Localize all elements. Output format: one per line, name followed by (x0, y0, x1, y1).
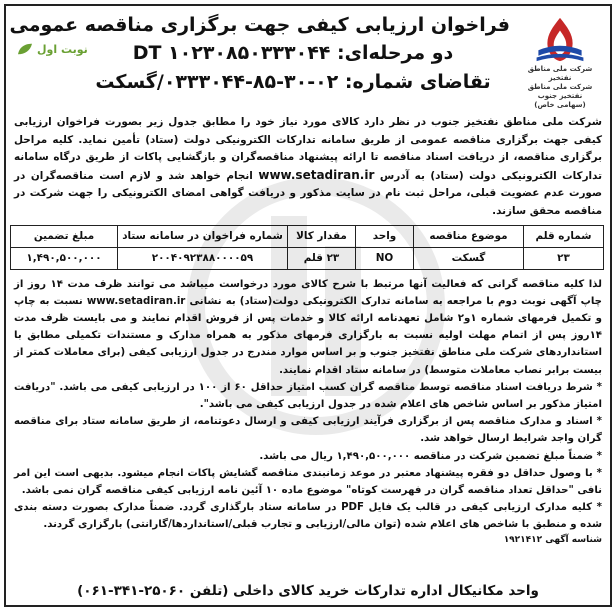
header-guarantee: مبلغ تضمین (11, 225, 118, 247)
intro-paragraph (6, 114, 610, 221)
cell-unit: NO (356, 247, 414, 269)
cell-quantity: ۲۳ قلم (288, 247, 356, 269)
table-row (11, 247, 604, 269)
logo-caption-3: (سهامی خاص) (534, 101, 586, 109)
header-call-number: شماره فراخوان در سامانه ستاد (118, 225, 288, 247)
footer-contact: واحد مکانیکال اداره تدارکات خرید کالای داخلی (تلفن ۲۵۰۶۰-۳۴۱-۰۶۱) (77, 583, 539, 599)
title-line-2: دو مرحله‌ای: DT ۱۰۲۳۰۸۵۰۳۳۳۰۴۴ (132, 42, 454, 64)
header-item-number: شماره قلم (524, 225, 604, 247)
website-link[interactable]: www.setadiran.ir (258, 167, 375, 182)
logo-caption-1: شرکت ملی مناطق نفتخیز (527, 65, 593, 82)
logo-caption-2: شرکت ملی مناطق نفتخیز جنوب (527, 83, 593, 100)
header (6, 6, 610, 114)
ad-number: شناسه آگهی ۱۹۲۱۴۱۲ (503, 534, 602, 545)
cell-call-number: ۲۰۰۴۰۹۲۳۸۸۰۰۰۰۵۹ (118, 247, 288, 269)
note-paragraph: * اسناد و مدارک مناقصه پس از برگزاری فرآیند ارزیابی کیفی و ارسال دعوتنامه، از طریق سامانه ستاد برای مناقصه گران واجد شرایط ارسال خواهد شد. (14, 416, 602, 445)
note-paragraph: * کلیه مدارک ارزیابی کیفی در قالب یک فایل PDF در سامانه ستاد بارگذاری گردد. ضمناً مدارک بصورت دسته بندی شده و منطبق با شاخص های اعلام شده (توان مالی/ارزیابی و تجارب قبلی/استانداردها/گارانتی) بارگزاری گردند. (14, 502, 603, 531)
intro-text-2: انجام خواهد شد و لازم است مناقصه‌گران در صورت عدم عضویت قبلی، مراحل ثبت نام در سایت مذکور و دریافت گواهی امضای الکترونیکی را جهت شرکت در مناقصه محقق سازند. (14, 169, 602, 217)
title-line-3: تقاضای شماره: ۰۲-۳۰-۸۵-۰۳۳۳۰۴۴/گسکت (95, 71, 491, 93)
cell-item-number: ۲۳ (524, 247, 604, 269)
tender-notice (4, 4, 612, 607)
header-quantity: مقدار کالا (288, 225, 356, 247)
title-line-1: فراخوان ارزیابی کیفی جهت برگزاری مناقصه عمومی (9, 14, 510, 36)
badge-label: نوبت اول (37, 42, 88, 56)
note-paragraph: * ضمناً مبلغ تضمین شرکت در مناقصه ۱,۴۹۰,۵۰۰,۰۰۰ ریال می باشد. (259, 450, 602, 462)
header-subject: موضوع مناقصه (414, 225, 524, 247)
notes-section (6, 276, 610, 534)
note-paragraph: * با وصول حداقل دو فقره پیشنهاد معتبر در موعد زمانبندی مناقصه گشایش پاکات انجام میشود. بدیهی است این امر نافی "حداقل تعداد مناقصه گران در فهرست کوتاه" موضوع ماده ۱۰ آئین نامه ارزیابی کیفی مناقصه گران نمی باشد. (14, 467, 602, 496)
nisoc-logo-icon (533, 14, 587, 65)
items-table (10, 225, 604, 270)
table-header-row (11, 225, 604, 247)
leaf-icon (16, 42, 34, 56)
company-logo (518, 14, 602, 110)
note-paragraph: * شرط دریافت اسناد مناقصه توسط مناقصه گران کسب امتیاز حداقل ۶۰ از ۱۰۰ در ارزیابی کیفی می باشد. "دریافت امتیاز مذکور بر اساس شاخص های اعلام شده در جدول ارزیابی کیفی می باشد". (14, 381, 603, 410)
first-round-badge (16, 42, 88, 56)
header-unit: واحد (356, 225, 414, 247)
cell-subject: گسکت (414, 247, 524, 269)
cell-guarantee: ۱,۴۹۰,۵۰۰,۰۰۰ (11, 247, 118, 269)
intro-text-1: شرکت ملی مناطق نفتخیز جنوب در نظر دارد کالای مورد نیاز خود را مطابق جدول زیر بصورت فراخوان ارزیابی کیفی جهت برگزاری مناقصه عمومی از طریق سامانه تدارکات الکترونیکی دولت (ستاد) تأمین نماید. کلیه مراحل برگزاری مناقصه، از دریافت اسناد مناقصه تا ارائه پیشنهاد مناقصه‌گران و بازگشایی پاکات از طریق درگاه سامانه تدارکات الکترونیکی دولت (ستاد) به آدرس (14, 116, 603, 182)
note-paragraph: لذا کلیه مناقصه گرانی که فعالیت آنها مرتبط با شرح کالای مورد درخواست میباشد می توانند ظرف مدت ۱۴ روز از چاپ آگهی نوبت دوم با مراجعه به سامانه تدارک الکترونیکی دولت(ستاد) به نشانی www.setadiran.ir نسبت به چاپ و تکمیل فرمهای شماره ۱و۲ شامل تعهدنامه ارائه کالا و خدمات پس از فروش اقدام نمایند و می بایست ظرف مدت ۱۴روز پس از اتمام مهلت اولیه نسبت به بارگزاری فرمهای مذکور به همراه مدارک و مستندات تکمیلی مطابق با استانداردهای شرکت ملی مناطق نفتخیز جنوب و بر اساس موارد مندرج در جدول ارزیابی کیفی (برای معاملات کمتر از بیست برابر نصاب معاملات متوسط) در سامانه ستاد اقدام نمایند. (14, 278, 603, 376)
